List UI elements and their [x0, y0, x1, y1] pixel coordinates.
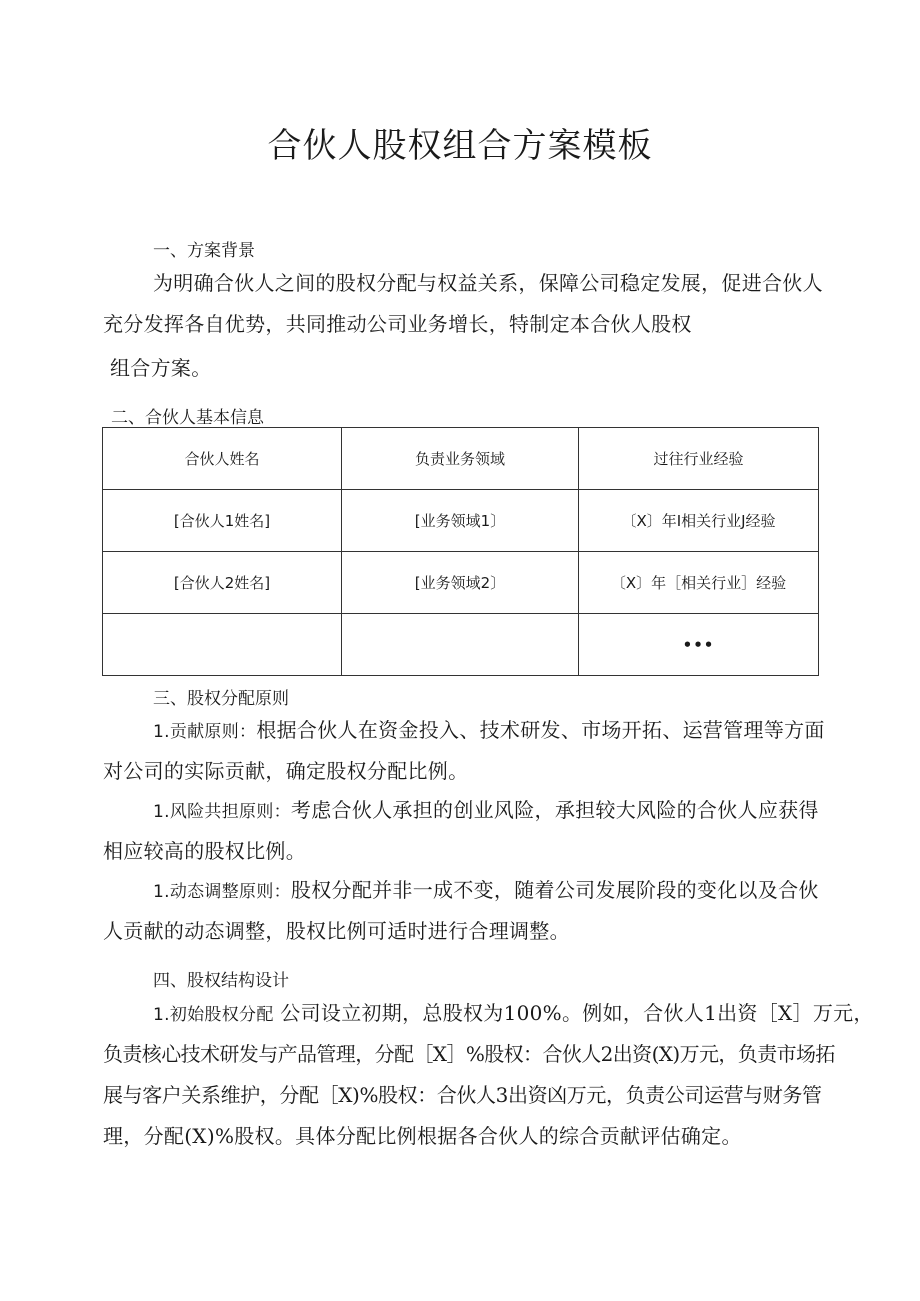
table-header-cell: 负责业务领域	[342, 428, 579, 490]
table-row	[103, 614, 819, 676]
section-heading-partner-info: 二、合伙人基本信息	[111, 408, 264, 428]
table-row	[103, 552, 819, 614]
background-line-2: 充分发挥各自优势，共同推动公司业务增长，特制定本合伙人股权	[103, 312, 692, 336]
principle-risk-text: 考虑合伙人承担的创业风险，承担较大风险的合伙人应获得	[290, 798, 819, 822]
document-title: 合伙人股权组合方案模板	[267, 126, 653, 166]
section-heading-principles: 三、股权分配原则	[153, 689, 289, 709]
table-cell: [业务领域2〕	[342, 552, 579, 614]
table-cell: 〔X〕年I相关行业J经验	[579, 490, 819, 552]
section-heading-background: 一、方案背景	[153, 241, 255, 261]
table-cell: [合伙人1姓名]	[103, 490, 342, 552]
principle-contribution-line-1	[153, 710, 825, 753]
structure-line-2: 负责核心技术研发与产品管理，分配［X］%股权：合伙人2出资(X)万元，负责市场拓	[103, 1042, 835, 1066]
table-header-cell: 合伙人姓名	[103, 428, 342, 490]
table-cell: 〔X〕年［相关行业］经验	[579, 552, 819, 614]
principle-contribution-label: 1.贡献原则：	[153, 722, 257, 742]
structure-line-4: 理，分配(X)%股权。具体分配比例根据各合伙人的综合贡献评估确定。	[103, 1124, 742, 1148]
principle-risk-label: 1.风险共担原则：	[153, 802, 291, 822]
structure-initial-text: 公司设立初期，总股权为100%。例如，合伙人1出资［X］万元，	[280, 1001, 874, 1025]
principle-dynamic-line-2: 人贡献的动态调整，股权比例可适时进行合理调整。	[103, 919, 570, 943]
table-header-row	[103, 428, 819, 490]
table-cell	[342, 614, 579, 676]
table-cell-ellipsis: •••	[579, 614, 819, 676]
principle-contribution-line-2: 对公司的实际贡献，确定股权分配比例。	[103, 759, 469, 783]
section-heading-structure: 四、股权结构设计	[153, 971, 289, 991]
structure-line-1	[153, 993, 874, 1036]
principle-contribution-text: 根据合伙人在资金投入、技术研发、市场开拓、运营管理等方面	[256, 718, 825, 742]
background-line-1: 为明确合伙人之间的股权分配与权益关系，保障公司稳定发展，促进合伙人	[153, 271, 823, 295]
structure-line-3: 展与客户关系维护，分配［X)%股权：合伙人3出资凶万元，负责公司运营与财务管	[103, 1083, 822, 1107]
table-cell: [合伙人2姓名]	[103, 552, 342, 614]
principle-dynamic-label: 1.动态调整原则：	[153, 882, 291, 902]
table-cell	[103, 614, 342, 676]
table-cell: [业务领域1〕	[342, 490, 579, 552]
background-line-3: 组合方案。	[110, 356, 212, 380]
principle-dynamic-line-1	[153, 870, 819, 913]
principle-risk-line-1	[153, 790, 819, 833]
principle-risk-line-2: 相应较高的股权比例。	[103, 839, 306, 863]
principle-dynamic-text: 股权分配并非一成不变，随着公司发展阶段的变化以及合伙	[290, 878, 819, 902]
partner-info-table	[102, 427, 819, 676]
structure-initial-label: 1.初始股权分配	[153, 1005, 274, 1025]
table-row	[103, 490, 819, 552]
table-header-cell: 过往行业经验	[579, 428, 819, 490]
